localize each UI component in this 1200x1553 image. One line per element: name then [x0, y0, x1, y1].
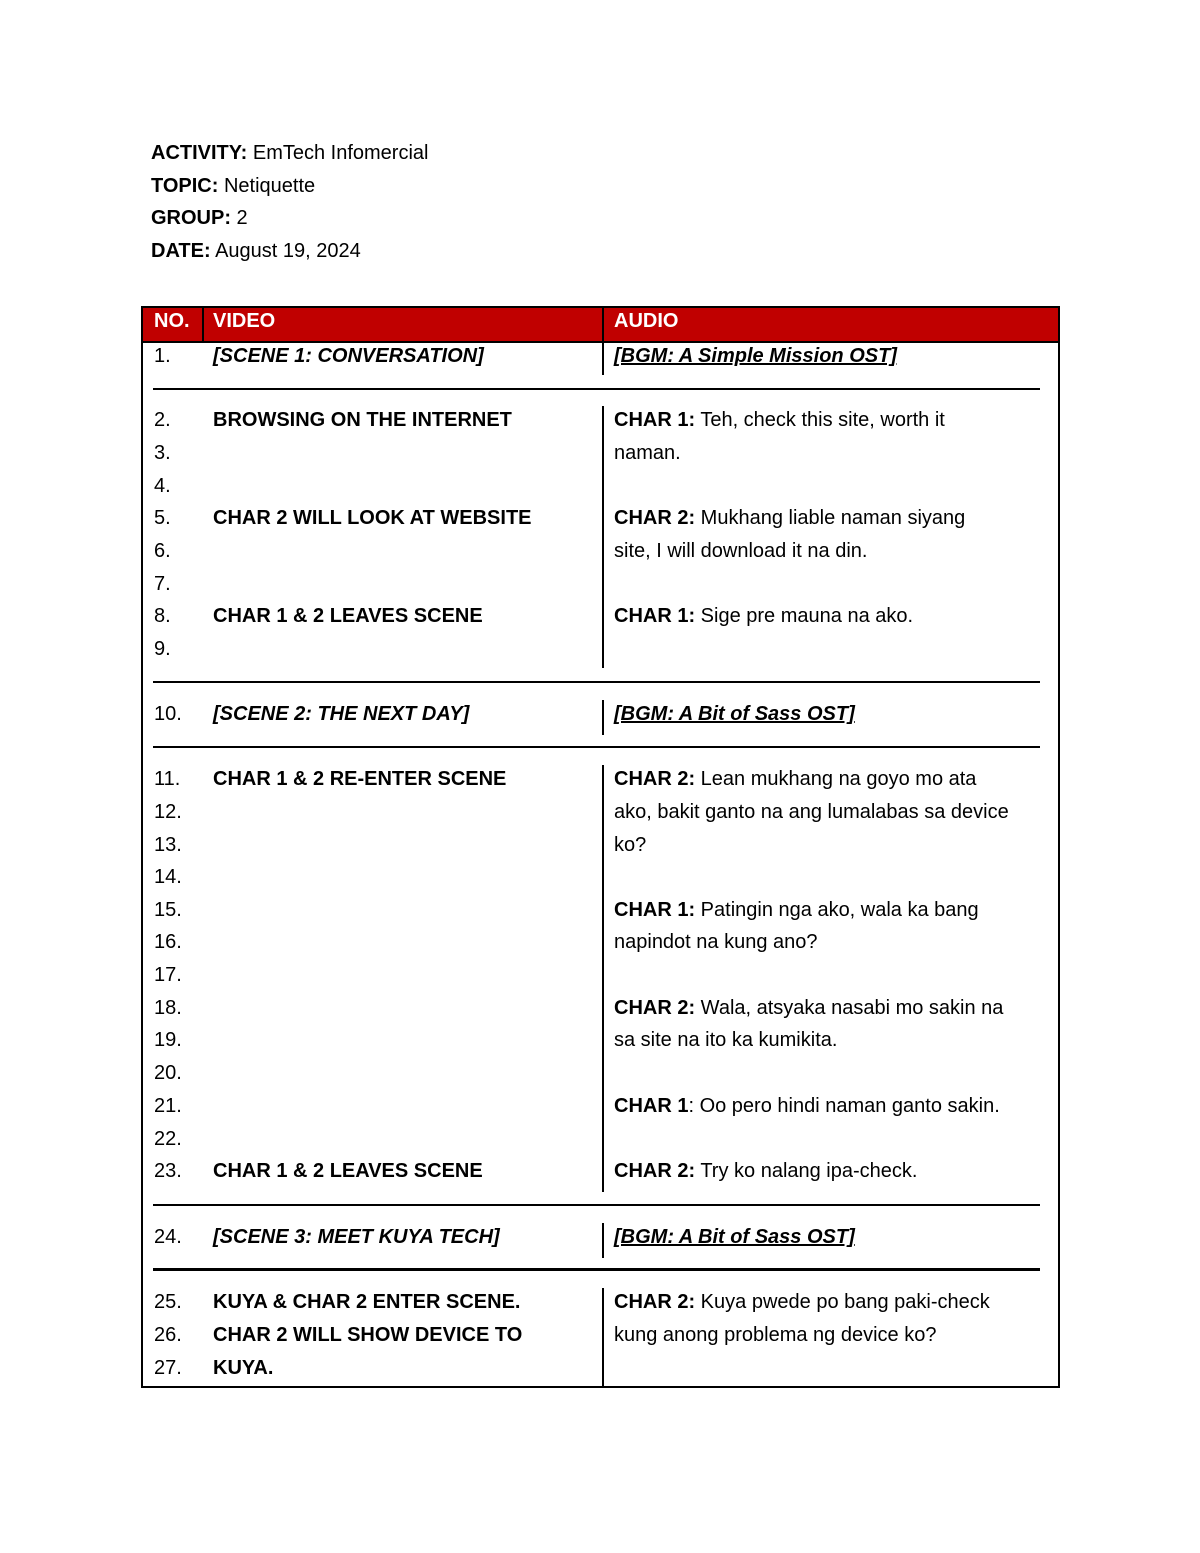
- speaker-label: CHAR 1:: [614, 899, 696, 921]
- table-header: [143, 308, 1058, 343]
- row-number: 9.: [154, 638, 171, 660]
- bgm-cue: [BGM: A Bit of Sass OST]: [614, 703, 855, 725]
- header-video: VIDEO: [213, 310, 276, 332]
- meta-topic-label: TOPIC:: [151, 175, 219, 197]
- meta-date-value: August 19, 2024: [210, 240, 361, 262]
- column-divider: [602, 406, 604, 668]
- row-number: 1.: [154, 345, 171, 367]
- row-number: 21.: [154, 1095, 182, 1117]
- row-number: 18.: [154, 997, 182, 1019]
- dialogue-text: site, I will download it na din.: [614, 540, 868, 562]
- meta-activity-label: ACTIVITY:: [151, 142, 248, 164]
- dialogue-text: ako, bakit ganto na ang lumalabas sa device: [614, 801, 1009, 823]
- dialogue-text: naman.: [614, 442, 681, 464]
- row-number: 8.: [154, 605, 171, 627]
- dialogue-text: ko?: [614, 834, 647, 856]
- dialogue-text: Try ko nalang ipa-check.: [695, 1160, 918, 1182]
- meta-group-value: 2: [231, 207, 248, 229]
- scene-separator: [153, 1268, 1040, 1271]
- dialogue-text: Wala, atsyaka nasabi mo sakin na: [695, 997, 1004, 1019]
- dialogue-line: [614, 604, 913, 628]
- dialogue-line: [614, 506, 965, 530]
- row-number: 15.: [154, 899, 182, 921]
- row-number: 26.: [154, 1324, 182, 1346]
- column-divider: [602, 342, 604, 375]
- dialogue-line: [614, 996, 1003, 1020]
- row-number: 2.: [154, 409, 171, 431]
- row-number: 25.: [154, 1291, 182, 1313]
- row-number: 16.: [154, 931, 182, 953]
- dialogue-text: Sige pre mauna na ako.: [695, 605, 914, 627]
- row-number: 10.: [154, 703, 182, 725]
- video-cue: CHAR 1 & 2 RE-ENTER SCENE: [213, 768, 507, 790]
- speaker-label: CHAR 1: [614, 1095, 689, 1117]
- header-no: NO.: [154, 310, 190, 332]
- speaker-label: CHAR 2:: [614, 997, 696, 1019]
- row-number: 20.: [154, 1062, 182, 1084]
- dialogue-line: [614, 898, 979, 922]
- header-audio: AUDIO: [614, 310, 679, 332]
- speaker-label: CHAR 1:: [614, 605, 696, 627]
- row-number: 27.: [154, 1357, 182, 1379]
- video-cue: CHAR 2 WILL LOOK AT WEBSITE: [213, 507, 532, 529]
- video-cue: CHAR 2 WILL SHOW DEVICE TO: [213, 1324, 523, 1346]
- column-divider: [602, 700, 604, 735]
- dialogue-text: Teh, check this site, worth it: [695, 409, 945, 431]
- meta-date-label: DATE:: [151, 240, 211, 262]
- meta-group-label: GROUP:: [151, 207, 231, 229]
- row-number: 14.: [154, 866, 182, 888]
- row-number: 13.: [154, 834, 182, 856]
- row-number: 24.: [154, 1226, 182, 1248]
- header-divider: [602, 308, 604, 341]
- header-divider: [202, 308, 204, 341]
- meta-activity-value: EmTech Infomercial: [247, 142, 429, 164]
- row-number: 17.: [154, 964, 182, 986]
- dialogue-line: [614, 1159, 917, 1183]
- row-number: 22.: [154, 1128, 182, 1150]
- meta-topic: [151, 174, 315, 198]
- script-table: [141, 306, 1060, 1388]
- scene-2-heading: [SCENE 2: THE NEXT DAY]: [213, 703, 470, 725]
- column-divider: [602, 1223, 604, 1258]
- speaker-label: CHAR 2:: [614, 1160, 696, 1182]
- dialogue-line: [614, 408, 945, 432]
- column-divider: [602, 765, 604, 1192]
- row-number: 19.: [154, 1029, 182, 1051]
- scene-separator: [153, 681, 1040, 683]
- scene-separator: [153, 746, 1040, 748]
- speaker-label: CHAR 2:: [614, 1291, 696, 1313]
- dialogue-text: Lean mukhang na goyo mo ata: [695, 768, 977, 790]
- row-number: 23.: [154, 1160, 182, 1182]
- video-cue: CHAR 1 & 2 LEAVES SCENE: [213, 605, 483, 627]
- speaker-label: CHAR 2:: [614, 507, 696, 529]
- row-number: 11.: [154, 768, 181, 790]
- dialogue-text: napindot na kung ano?: [614, 931, 818, 953]
- dialogue-text: Mukhang liable naman siyang: [695, 507, 966, 529]
- speaker-label: CHAR 1:: [614, 409, 696, 431]
- video-cue: BROWSING ON THE INTERNET: [213, 409, 512, 431]
- meta-group: [151, 206, 248, 230]
- scene-1-heading: [SCENE 1: CONVERSATION]: [213, 345, 484, 367]
- scene-3-heading: [SCENE 3: MEET KUYA TECH]: [213, 1226, 500, 1248]
- bgm-cue: [BGM: A Bit of Sass OST]: [614, 1226, 855, 1248]
- dialogue-text: : Oo pero hindi naman ganto sakin.: [688, 1095, 1000, 1117]
- meta-topic-value: Netiquette: [218, 175, 316, 197]
- row-number: 3.: [154, 442, 171, 464]
- column-divider: [602, 1288, 604, 1386]
- row-number: 12.: [154, 801, 182, 823]
- dialogue-line: [614, 1094, 1000, 1118]
- dialogue-text: sa site na ito ka kumikita.: [614, 1029, 838, 1051]
- scene-separator: [153, 388, 1040, 390]
- speaker-label: CHAR 2:: [614, 768, 696, 790]
- scene-separator: [153, 1204, 1040, 1206]
- dialogue-text: Patingin nga ako, wala ka bang: [695, 899, 979, 921]
- bgm-cue: [BGM: A Simple Mission OST]: [614, 345, 897, 367]
- row-number: 6.: [154, 540, 171, 562]
- dialogue-text: Kuya pwede po bang paki-check: [695, 1291, 990, 1313]
- video-cue: KUYA & CHAR 2 ENTER SCENE.: [213, 1291, 521, 1313]
- dialogue-line: [614, 767, 976, 791]
- row-number: 7.: [154, 573, 171, 595]
- dialogue-text: kung anong problema ng device ko?: [614, 1324, 937, 1346]
- meta-activity: [151, 141, 428, 165]
- dialogue-line: [614, 1290, 990, 1314]
- video-cue: CHAR 1 & 2 LEAVES SCENE: [213, 1160, 483, 1182]
- video-cue: KUYA.: [213, 1357, 274, 1379]
- meta-date: [151, 239, 361, 263]
- row-number: 4.: [154, 475, 171, 497]
- row-number: 5.: [154, 507, 171, 529]
